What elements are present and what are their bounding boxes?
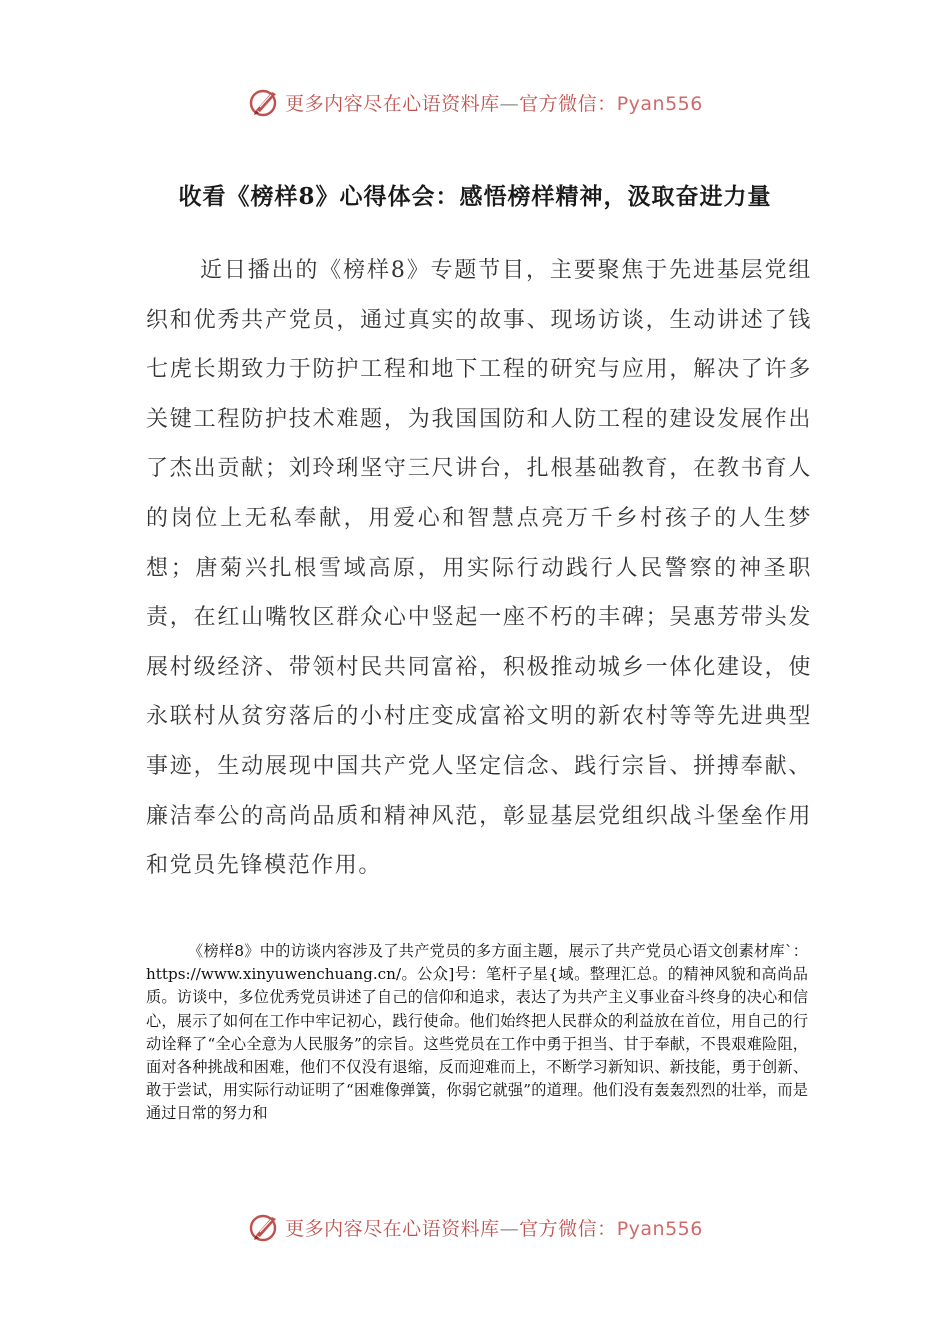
footer-banner[interactable] xyxy=(0,1207,950,1247)
pen-logo-icon xyxy=(247,1210,281,1244)
contact-label: 官方微信： xyxy=(519,92,617,115)
contact-handle: Pyan556 xyxy=(616,1217,703,1240)
contact-label: 官方微信： xyxy=(519,1217,617,1240)
header-banner[interactable] xyxy=(0,82,950,122)
contact-handle: Pyan556 xyxy=(616,92,703,115)
body-paragraph-2: 《榜样8》中的访谈内容涉及了共产党员的多方面主题，展示了共产党员心语文创素材库`：https://www.xinyuwenchuang.cn/。公众]号：笔杆子星{域。整理汇总。的精神风貌和高尚品质。访谈中，多位优秀党员讲述了自己的信仰和追求，表达了为共产主义事业奋斗终身的决心和信心，展示了如何在工作中牢记初心，践行使命。他们始终把人民群众的利益放在首位，用自己的行动诠释了“全心全意为人民服务”的宗旨。这些党员在工作中勇于担当、甘于奉献，不畏艰难险阻，面对各种挑战和困难，他们不仅没有退缩，反而迎难而上，不断学习新知识、新技能，勇于创新、敢于尝试，用实际行动证明了“困难像弹簧，你弱它就强”的道理。他们没有轰轰烈烈的壮举，而是通过日常的努力和 xyxy=(146,942,808,1123)
site-name: 更多内容尽在心语资料库 xyxy=(285,1217,500,1240)
separator: — xyxy=(499,92,520,115)
pen-logo-icon xyxy=(247,85,281,119)
separator: — xyxy=(499,1217,520,1240)
document-title: 收看《榜样8》心得体会：感悟榜样精神，汲取奋进力量 xyxy=(178,183,772,210)
site-name: 更多内容尽在心语资料库 xyxy=(285,92,500,115)
body-paragraph-1: 近日播出的《榜样8》专题节目，主要聚焦于先进基层党组织和优秀共产党员，通过真实的故事、现场访谈，生动讲述了钱七虎长期致力于防护工程和地下工程的研究与应用，解决了许多关键工程防护技术难题，为我国国防和人防工程的建设发展作出了杰出贡献；刘玲琍坚守三尺讲台，扎根基础教育，在教书育人的岗位上无私奉献，用爱心和智慧点亮万千乡村孩子的人生梦想；唐菊兴扎根雪域高原，用实际行动践行人民警察的神圣职责，在红山嘴牧区群众心中竖起一座不朽的丰碑；吴惠芳带头发展村级经济、带领村民共同富裕，积极推动城乡一体化建设，使永联村从贫穷落后的小村庄变成富裕文明的新农村等等先进典型事迹，生动展现中国共产党人坚定信念、践行宗旨、拼搏奉献、廉洁奉公的高尚品质和精神风范，彰显基层党组织战斗堡垒作用和党员先锋模范作用。 xyxy=(146,258,812,879)
